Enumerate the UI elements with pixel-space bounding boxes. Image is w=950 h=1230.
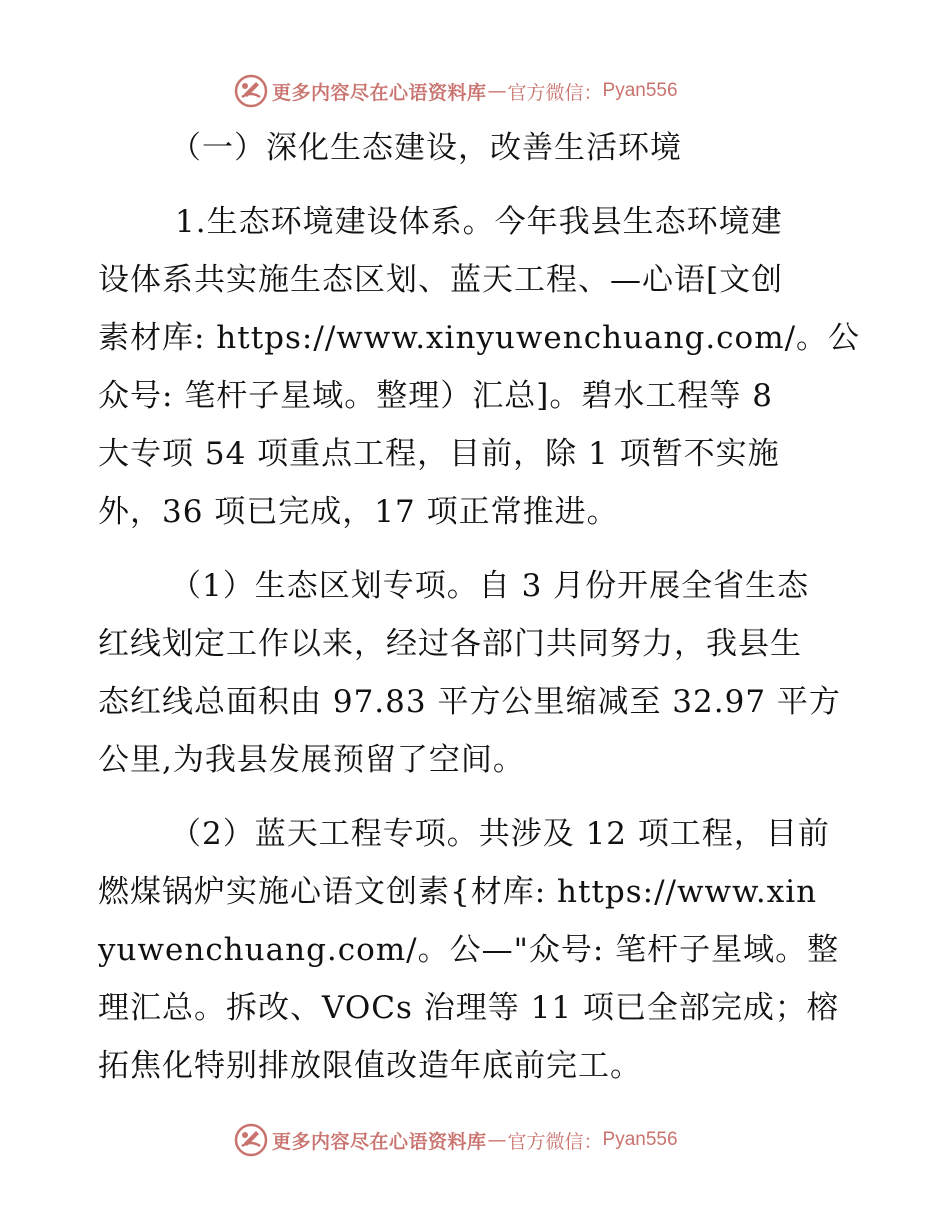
watermark-wechat-id: Pyan556	[602, 1129, 678, 1150]
watermark-brand: 更多内容尽在心语资料库	[272, 81, 487, 104]
paragraph-line: 设体系共实施生态区划、蓝天工程、—心语[文创	[98, 262, 784, 298]
paragraph-line: 外，36 项已完成，17 项正常推进。	[98, 494, 619, 530]
book-pen-logo-icon	[234, 1123, 268, 1157]
paragraph-line: yuwenchuang.com/。公—"众号: 笔杆子星域。整	[98, 932, 840, 968]
paragraph-line: 1.生态环境建设体系。今年我县生态环境建	[175, 204, 783, 240]
section-heading: （一）深化生态建设，改善生活环境	[170, 130, 682, 166]
paragraph-line: 红线划定工作以来，经过各部门共同努力，我县生	[98, 626, 802, 662]
paragraph-line: （1）生态区划专项。自 3 月份开展全省生态	[170, 568, 810, 604]
book-pen-logo-icon	[234, 74, 268, 108]
paragraph-line: 素材库: https://www.xinyuwenchuang.com/。公	[98, 320, 861, 356]
header-watermark	[234, 74, 678, 108]
footer-watermark	[234, 1123, 678, 1157]
paragraph-line: 拓焦化特别排放限值改造年底前完工。	[98, 1048, 642, 1084]
watermark-separator: —	[487, 1129, 507, 1151]
paragraph-line: 理汇总。拆改、VOCs 治理等 11 项已全部完成；榕	[98, 990, 839, 1026]
watermark-official: 官方微信：	[507, 81, 603, 104]
watermark-brand: 更多内容尽在心语资料库	[272, 1130, 487, 1153]
paragraph-line: 众号: 笔杆子星域。整理）汇总]。碧水工程等 8	[98, 378, 773, 414]
paragraph-line: 态红线总面积由 97.83 平方公里缩减至 32.97 平方	[98, 684, 841, 720]
paragraph-line: 燃煤锅炉实施心语文创素{材库: https://www.xin	[98, 874, 818, 910]
watermark-separator: —	[487, 80, 507, 102]
paragraph-line: 大专项 54 项重点工程，目前，除 1 项暂不实施	[98, 436, 780, 472]
watermark-official: 官方微信：	[507, 1130, 603, 1153]
paragraph-line: （2）蓝天工程专项。共涉及 12 项工程，目前	[170, 816, 830, 852]
paragraph-line: 公里,为我县发展预留了空间。	[98, 742, 525, 778]
watermark-wechat-id: Pyan556	[602, 80, 678, 101]
